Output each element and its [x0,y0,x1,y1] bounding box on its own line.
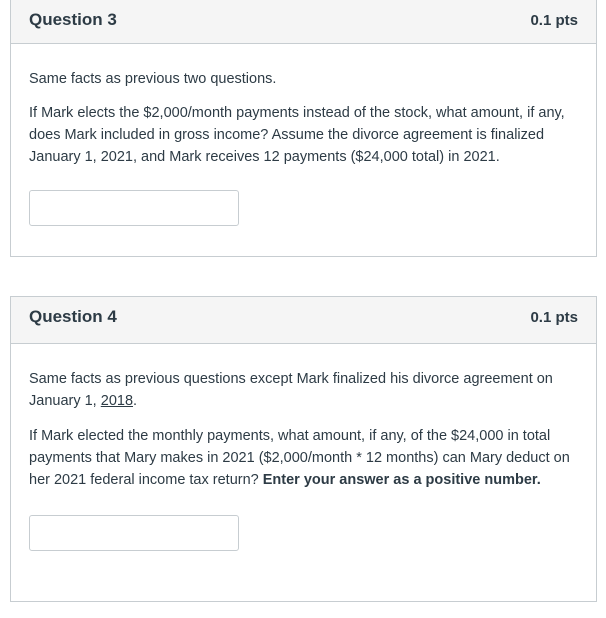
question-text-part: If Mark elected the monthly payments, what amount, if any, of the $24,000 in total payments that Mary makes in 2021 ($2,000/month * 12 months) can Mary deduct on her 2021 federal income tax return? [29,428,570,488]
question-text: If Mark elects the $2,000/month payments instead of the stock, what amount, if any, does Mark included in gross income? Assume the divorce agreement is finalized January 1, 2021, and Mark receives 12 payments ($24,000 total) in 2021. [29,105,565,165]
answer-input[interactable] [29,515,239,551]
answer-instruction: Enter your answer as a positive number. [262,472,541,488]
question-text [29,368,578,412]
question-3-header [11,0,596,44]
question-text: Same facts as previous two questions. [29,71,277,87]
question-3-body [11,44,596,226]
question-text-part: Same facts as previous questions except Mark finalized his divorce agreement on January 1, [29,371,553,409]
answer-input[interactable] [29,190,239,226]
question-points: 0.1 pts [530,309,578,326]
question-4-header [11,297,596,344]
question-title: Question 4 [29,307,117,326]
question-4-body [11,344,596,551]
question-4-card [10,296,597,602]
question-title: Question 3 [29,10,117,29]
question-points: 0.1 pts [530,12,578,29]
underlined-year: 2018 [100,393,134,409]
question-3-card [10,0,597,257]
question-text-part: . [133,393,138,409]
question-text [29,425,578,491]
